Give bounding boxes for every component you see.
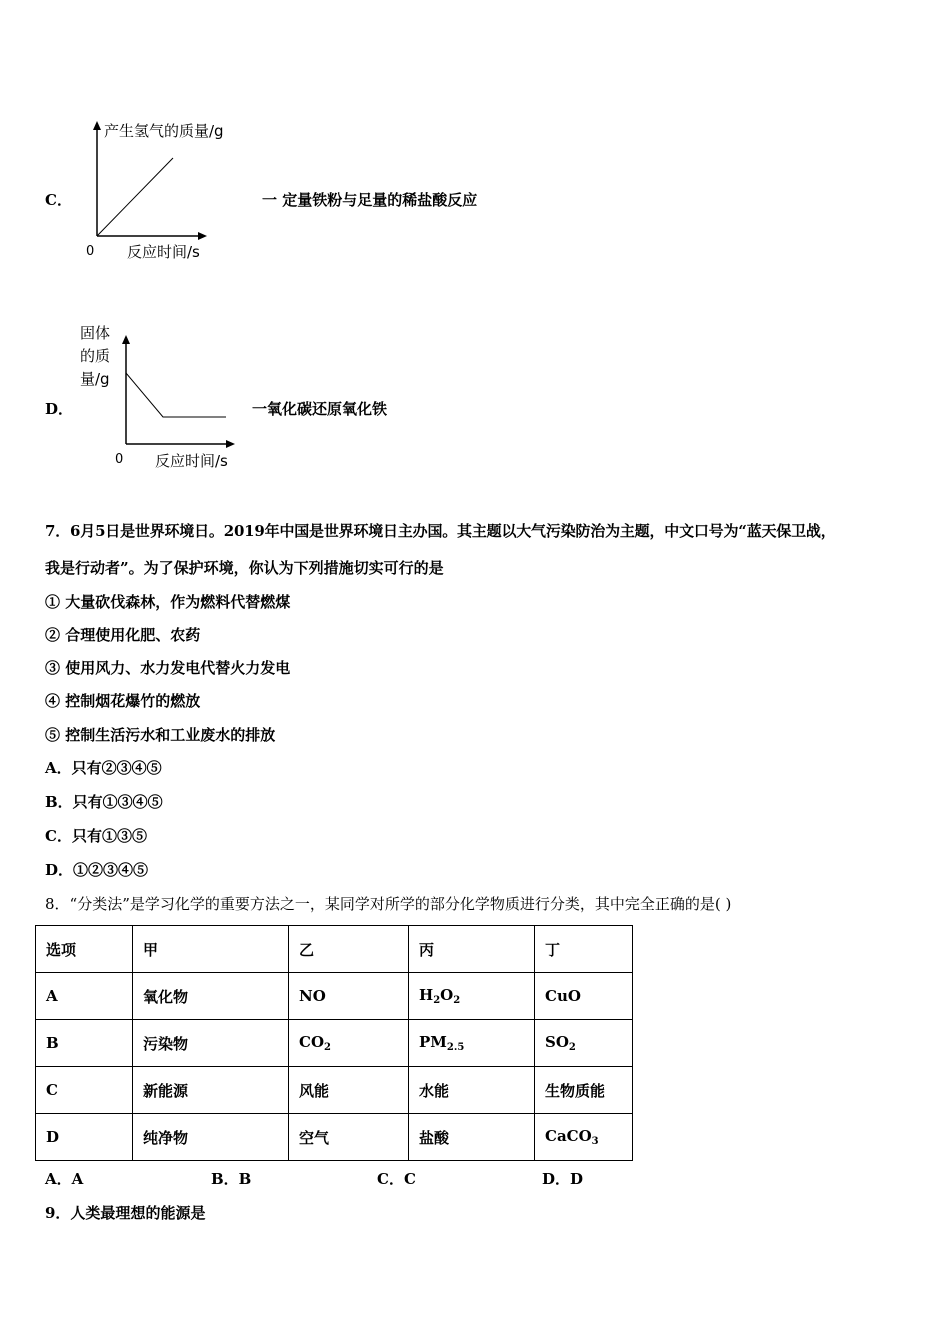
- row-c-option: C: [36, 1067, 133, 1114]
- q7-stem-line-2: 我是行动者”。为了保护环境，你认为下列措施切实可行的是: [45, 559, 444, 577]
- q6-d-x-label: 反应时间/s: [155, 452, 228, 470]
- q6-option-d-desc: 一氧化碳还原氧化铁: [252, 400, 388, 418]
- header-jia: 甲: [133, 926, 289, 973]
- q8-option-c[interactable]: C．C: [377, 1170, 416, 1188]
- header-option: 选项: [36, 926, 133, 973]
- row-a-yi: NO: [289, 973, 409, 1020]
- q6-option-c-desc: 一 定量铁粉与足量的稀盐酸反应: [262, 191, 478, 209]
- q8-option-a[interactable]: A．A: [45, 1170, 84, 1188]
- q8-option-b[interactable]: B．B: [211, 1170, 252, 1188]
- q7-option-c[interactable]: C．只有①③⑤: [45, 827, 147, 845]
- q7-item-1: ① 大量砍伐森林，作为燃料代替燃煤: [45, 593, 291, 611]
- row-d-jia: 纯净物: [133, 1114, 289, 1161]
- row-d-yi: 空气: [289, 1114, 409, 1161]
- row-a-option: A: [36, 973, 133, 1020]
- table-row: [36, 973, 633, 1020]
- q7-item-3: ③ 使用风力、水力发电代替火力发电: [45, 659, 291, 677]
- q6-c-x-label: 反应时间/s: [127, 243, 200, 261]
- row-b-option: B: [36, 1020, 133, 1067]
- q6-d-y-label-1: 固体: [80, 324, 111, 342]
- q7-option-a[interactable]: A．只有②③④⑤: [45, 759, 162, 777]
- q7-item-5: ⑤ 控制生活污水和工业废水的排放: [45, 726, 276, 744]
- row-d-option: D: [36, 1114, 133, 1161]
- q7-item-4: ④ 控制烟花爆竹的燃放: [45, 692, 201, 710]
- q6-option-d-letter: D．: [45, 400, 74, 418]
- row-b-jia: 污染物: [133, 1020, 289, 1067]
- row-a-ding: CuO: [535, 973, 633, 1020]
- q8-stem: 8．“分类法”是学习化学的重要方法之一，某同学对所学的部分化学物质进行分类，其中完全正确的是( ): [45, 895, 732, 913]
- table-row: [36, 1020, 633, 1067]
- q6-c-origin: 0: [86, 244, 95, 259]
- header-yi: 乙: [289, 926, 409, 973]
- q9-stem: 9．人类最理想的能源是: [45, 1204, 206, 1222]
- row-b-ding: $SO_2$: [535, 1020, 633, 1067]
- q7-option-d[interactable]: D．①②③④⑤: [45, 861, 149, 879]
- header-ding: 丁: [535, 926, 633, 973]
- q7-stem-line-1: 7．6月5日是世界环境日。2019年中国是世界环境日主办国。其主题以大气污染防治为主题，中文口号为“蓝天保卫战，: [45, 522, 836, 540]
- q6-option-c-letter: C．: [45, 191, 72, 209]
- q7-option-b[interactable]: B．只有①③④⑤: [45, 793, 163, 811]
- table-row: [36, 1067, 633, 1114]
- row-a-jia: 氧化物: [133, 973, 289, 1020]
- hydrogen-line: [97, 158, 173, 236]
- x-axis-arrow-icon: [198, 232, 207, 240]
- row-b-yi: $CO_2$: [289, 1020, 409, 1067]
- x-axis-arrow-icon: [226, 440, 235, 448]
- q8-option-d[interactable]: D．D: [542, 1170, 584, 1188]
- row-d-bing: 盐酸: [409, 1114, 535, 1161]
- row-b-bing: $PM_{2.5}$: [409, 1020, 535, 1067]
- solid-mass-line: [126, 373, 226, 417]
- row-d-ding: CaCO$_3$: [535, 1114, 633, 1161]
- q6-d-origin: 0: [115, 452, 124, 467]
- table-header-row: [36, 926, 633, 973]
- q6-d-y-label-3: 量/g: [80, 370, 110, 388]
- q6-d-y-label-2: 的质: [80, 347, 111, 365]
- header-bing: 丙: [409, 926, 535, 973]
- table-row: [36, 1114, 633, 1161]
- q6-c-y-label: 产生氢气的质量/g: [104, 122, 224, 140]
- y-axis-arrow-icon: [122, 335, 130, 344]
- row-c-yi: 风能: [289, 1067, 409, 1114]
- q7-item-2: ② 合理使用化肥、农药: [45, 626, 201, 644]
- q6-option-d-graph: [110, 325, 250, 455]
- row-c-jia: 新能源: [133, 1067, 289, 1114]
- row-c-bing: 水能: [409, 1067, 535, 1114]
- q8-classification-table: [35, 925, 633, 1161]
- row-c-ding: 生物质能: [535, 1067, 633, 1114]
- row-a-bing: $H_2O_2$: [409, 973, 535, 1020]
- y-axis-arrow-icon: [93, 121, 101, 130]
